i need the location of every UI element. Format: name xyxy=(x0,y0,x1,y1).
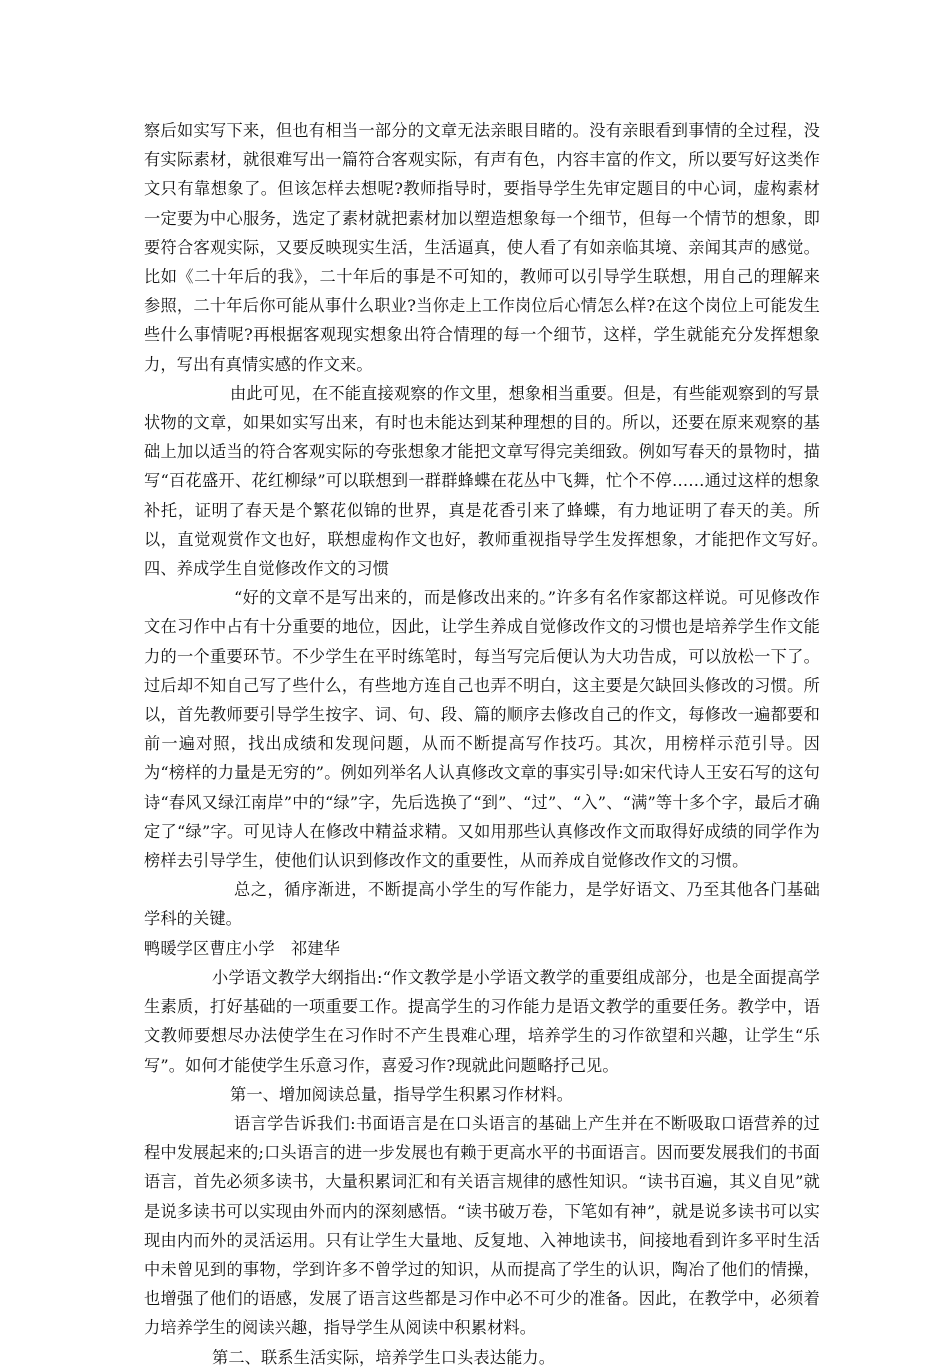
section-heading-second: 第二、联系生活实际，培养学生口头表达能力。 xyxy=(212,1347,556,1367)
document-page xyxy=(144,116,853,1372)
paragraph-revision-habit: “好的文章不是写出来的，而是修改出来的。”许多有名作家都这样说。可见修改作文在习作中占有十分重要的地位，因此，让学生养成自觉修改作文的习惯也是培养学生作文能力的一个重要环节。不少学生在平时练笔时，每当写完后便认为大功告成，可以放松一下了。过后却不知自己写了些什么，有些地方连自己也弄不明白，这主要是欠缺回头修改的习惯。所以，首先教师要引导学生按字、词、句、段、篇的顺序去修改自己的作文，每修改一遍都要和前一遍对照，找出成绩和发现问题，从而不断提高写作技巧。其次，用榜样示范引导。因为“榜样的力量是无穷的”。例如列举名人认真修改文章的事实引导:如宋代诗人王安石写的这句诗“春风又绿江南岸”中的“绿”字，先后选换了“到”、“过”、“入”、“满”等十多个字，最后才确定了“绿”字。可见诗人在修改中精益求精。又如用那些认真修改作文而取得好成绩的同学作为榜样去引导学生，使他们认识到修改作文的重要性，从而养成自觉修改作文的习惯。 xyxy=(144,588,820,871)
paragraph-observation-imagination: 由此可见，在不能直接观察的作文里，想象相当重要。但是，有些能观察到的写景状物的文章，如果如实写出来，有时也未能达到某种理想的目的。所以，还要在原来观察的基础上加以适当的符合客观实际的夸张想象才能把文章写得完美细致。例如写春天的景物时，描写“百花盛开、花红柳绿”可以联想到一群群蜂蝶在花丛中飞舞，忙个不停……通过这样的想象补托，证明了春天是个繁花似锦的世界，真是花香引来了蜂蝶，有力地证明了春天的美。所以，直觉观赏作文也好，联想虚构作文也好，教师重视指导学生发挥想象，才能把作文写好。 四、养成学生自觉修改作文的习惯 xyxy=(144,383,853,579)
paragraph-reading-accumulation: 语言学告诉我们:书面语言是在口头语言的基础上产生并在不断吸取口语营养的过程中发展起来的;口头语言的进一步发展也有赖于更高水平的书面语言。因而要发展我们的书面语言，首先必须多读书，大量积累词汇和有关语言规律的感性知识。“读书百遍，其义自见”就是说多读书可以实现由外而内的深刻感悟。“读书破万卷，下笔如有神”，就是说多读书可以实现由内而外的灵活运用。只有让学生大量地、反复地、入神地读书，间接地看到许多平时生活中未曾见到的事物，学到许多不曾学过的知识，从而提高了学生的认识，陶冶了他们的情操，也增强了他们的语感，发展了语言这些都是习作中必不可少的准备。因此，在教学中，必须着力培养学生的阅读兴趣，指导学生从阅读中积累材料。 xyxy=(144,1113,820,1338)
paragraph-syllabus-intro: 小学语文教学大纲指出:“作文教学是小学语文教学的重要组成部分，也是全面提高学生素质，打好基础的一项重要工作。提高学生的习作能力是语文教学的重要任务。教学中，语文教师要想尽办法使学生在习作时不产生畏难心理，培养学生的习作欲望和兴趣，让学生“乐写”。如何才能使学生乐意习作，喜爱习作?现就此问题略抒己见。 xyxy=(144,967,820,1075)
author-byline: 鸭暖学区曹庄小学 祁建华 xyxy=(144,938,341,958)
paragraph-conclusion: 总之，循序渐进，不断提高小学生的写作能力，是学好语文、乃至其他各门基础学科的关键。 xyxy=(144,880,820,929)
paragraph-imagination-continued: 察后如实写下来，但也有相当一部分的文章无法亲眼目睹的。没有亲眼看到事情的全过程，没有实际素材，就很难写出一篇符合客观实际，有声有色，内容丰富的作文，所以要写好这类作文只有靠想象了。但该怎样去想呢?教师指导时，要指导学生先审定题目的中心词，虚构素材一定要为中心服务，选定了素材就把素材加以塑造想象每一个细节，但每一个情节的想象，即要符合客观实际，又要反映现实生活，生活逼真，使人看了有如亲临其境、亲闻其声的感觉。比如《二十年后的我》，二十年后的事是不可知的，教师可以引导学生联想，用自己的理解来参照，二十年后你可能从事什么职业?当你走上工作岗位后心情怎么样?在这个岗位上可能发生些什么事情呢?再根据客观现实想象出符合情理的每一个细节，这样，学生就能充分发挥想象力，写出有真情实感的作文来。 xyxy=(144,121,820,374)
section-heading-first: 第一、增加阅读总量，指导学生积累习作材料。 xyxy=(230,1084,574,1104)
